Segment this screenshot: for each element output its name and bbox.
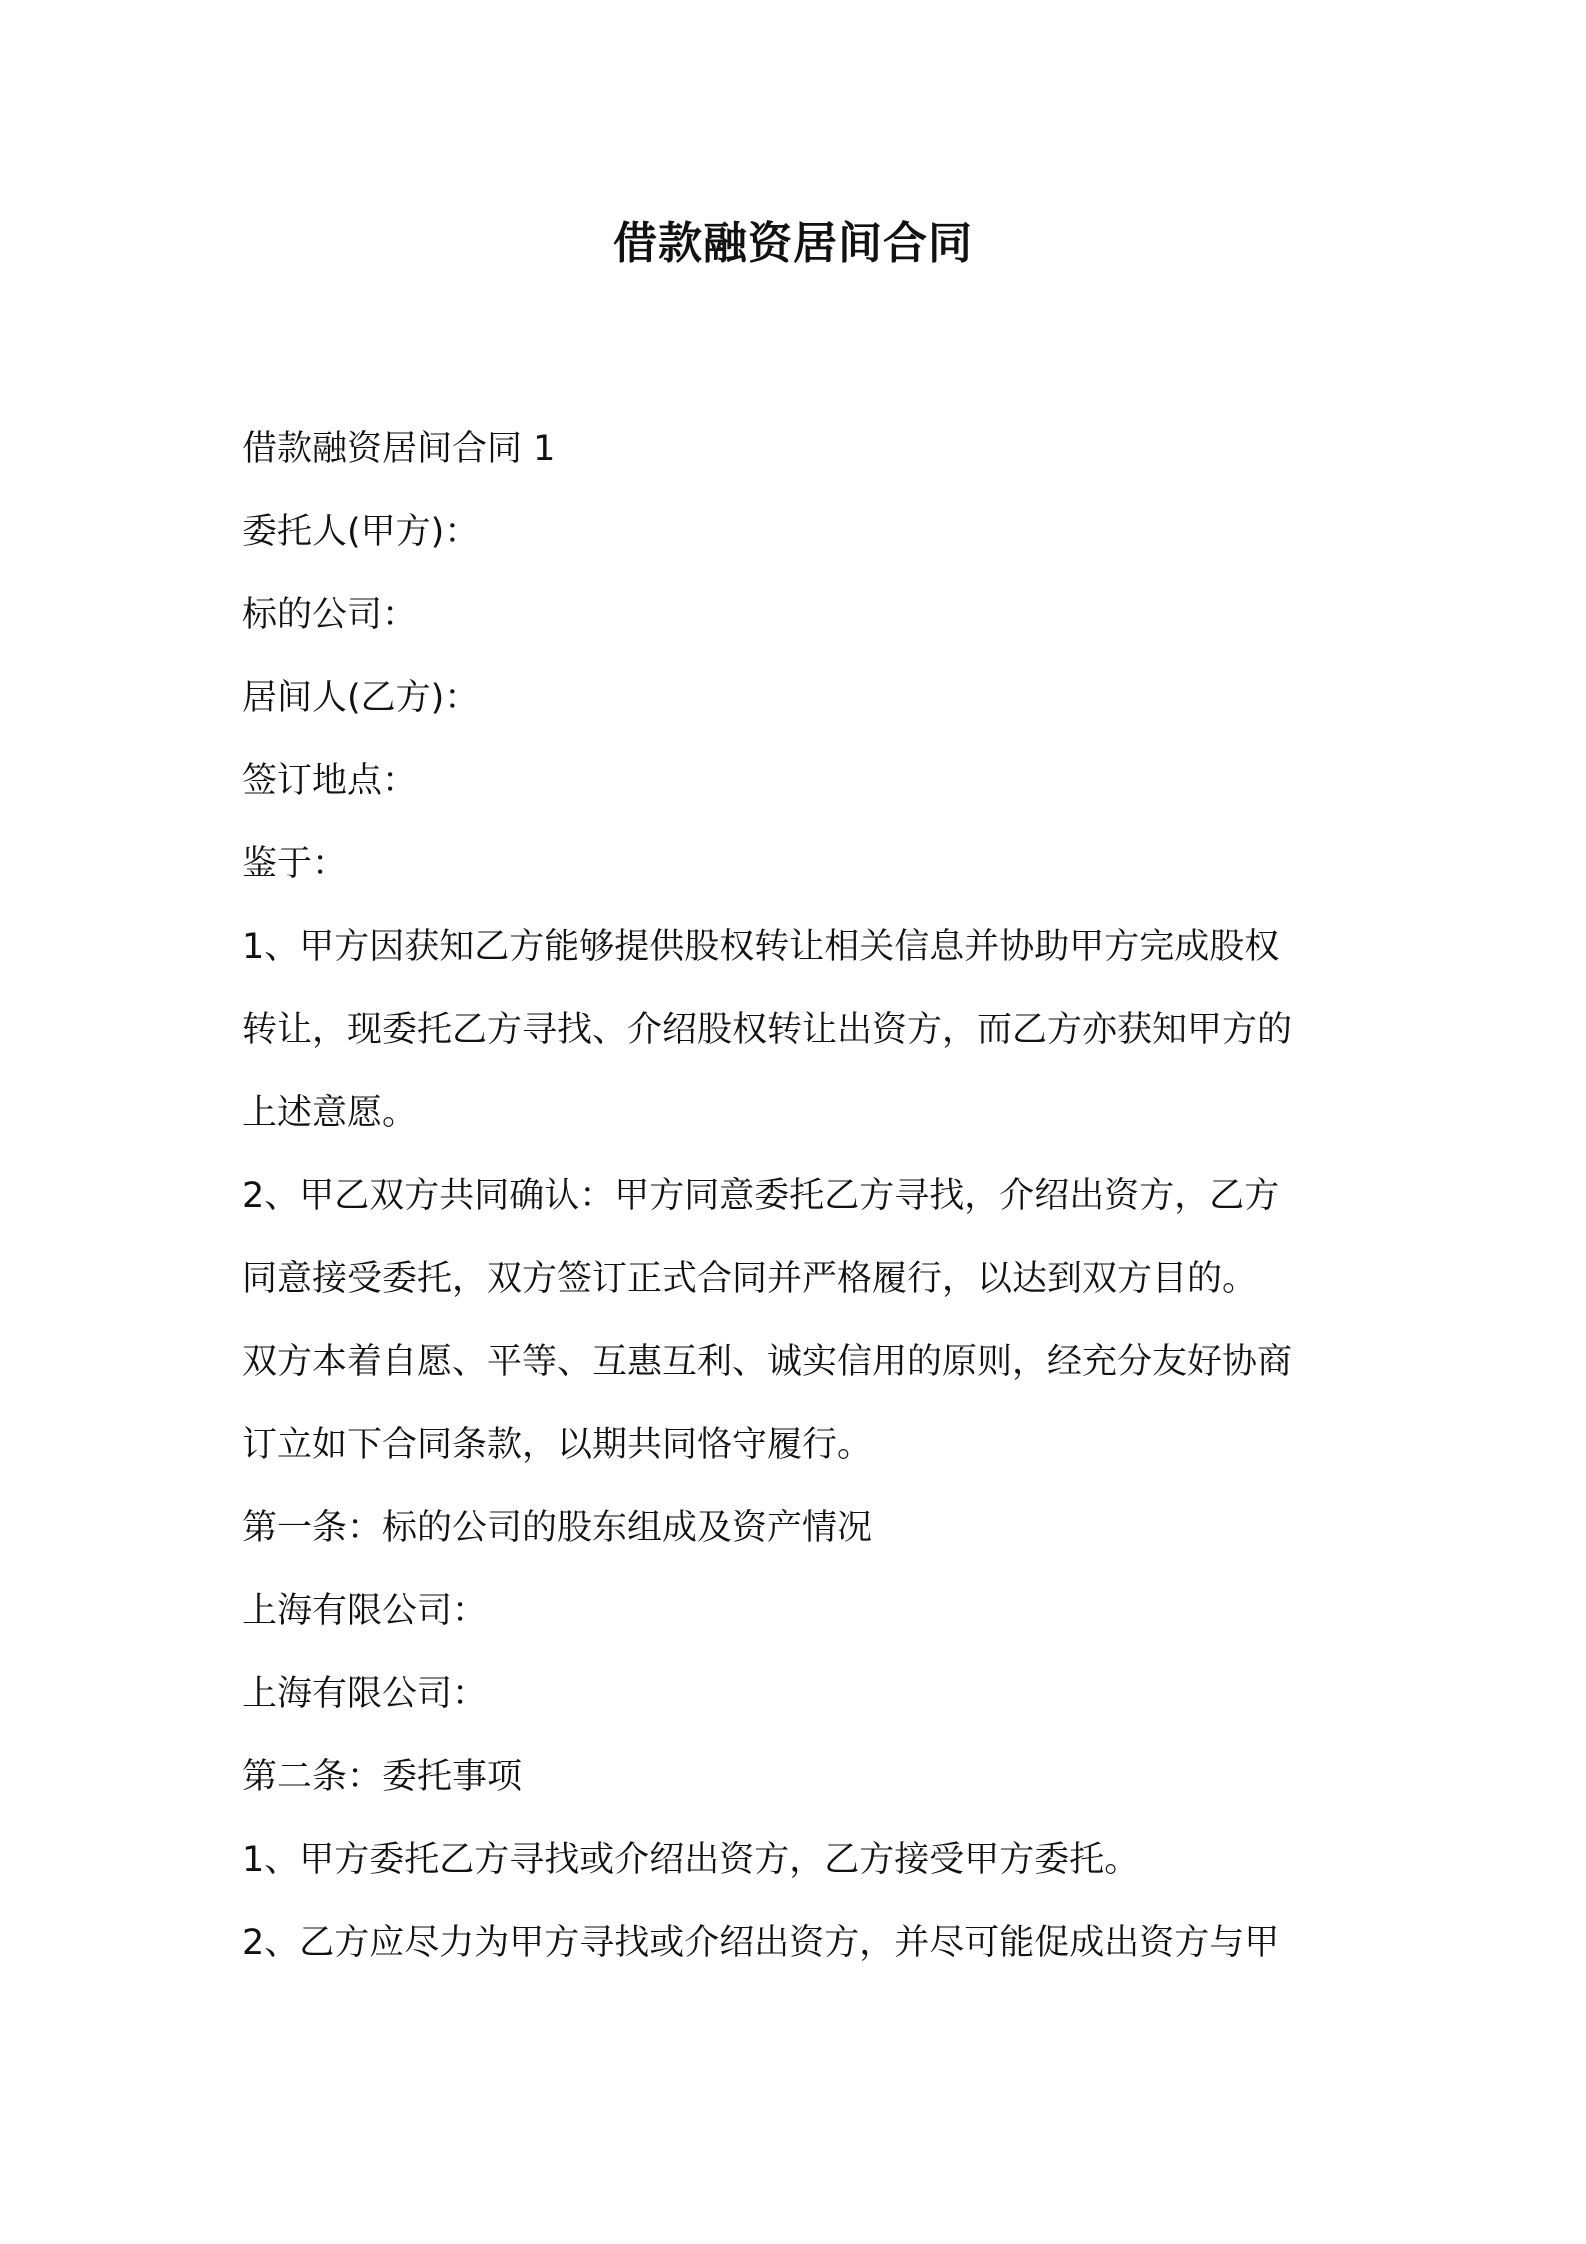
shareholder-company-1: 上海有限公司： xyxy=(242,1591,488,1631)
whereas-clause-2-line-1: 2、甲乙双方共同确认：甲方同意委托乙方寻找，介绍出资方，乙方 xyxy=(242,1176,1280,1216)
article-1-heading: 第一条：标的公司的股东组成及资产情况 xyxy=(242,1508,873,1548)
whereas-clause-1-line-1: 1、甲方因获知乙方能够提供股权转让相关信息并协助甲方完成股权 xyxy=(242,927,1280,967)
whereas-heading: 鉴于： xyxy=(242,844,348,884)
preamble-line-2: 订立如下合同条款，以期共同恪守履行。 xyxy=(242,1425,873,1465)
field-signing-place: 签订地点： xyxy=(242,761,418,801)
whereas-clause-2-line-2: 同意接受委托，双方签订正式合同并严格履行，以达到双方目的。 xyxy=(242,1259,1258,1299)
field-target-company: 标的公司： xyxy=(242,595,418,635)
contract-subtitle: 借款融资居间合同 1 xyxy=(242,429,556,469)
document-title: 借款融资居间合同 xyxy=(613,218,973,269)
article-2-heading: 第二条：委托事项 xyxy=(242,1757,523,1797)
article-2-clause-2: 2、乙方应尽力为甲方寻找或介绍出资方，并尽可能促成出资方与甲 xyxy=(242,1923,1280,1963)
field-principal-party-a: 委托人(甲方)： xyxy=(242,512,480,552)
shareholder-company-2: 上海有限公司： xyxy=(242,1674,488,1714)
whereas-clause-1-line-3: 上述意愿。 xyxy=(242,1093,418,1133)
whereas-clause-1-line-2: 转让，现委托乙方寻找、介绍股权转让出资方，而乙方亦获知甲方的 xyxy=(242,1010,1293,1050)
article-2-clause-1: 1、甲方委托乙方寻找或介绍出资方，乙方接受甲方委托。 xyxy=(242,1840,1140,1880)
field-intermediary-party-b: 居间人(乙方)： xyxy=(242,678,480,718)
document-body xyxy=(242,408,1362,1985)
preamble-line-1: 双方本着自愿、平等、互惠互利、诚实信用的原则，经充分友好协商 xyxy=(242,1342,1293,1382)
